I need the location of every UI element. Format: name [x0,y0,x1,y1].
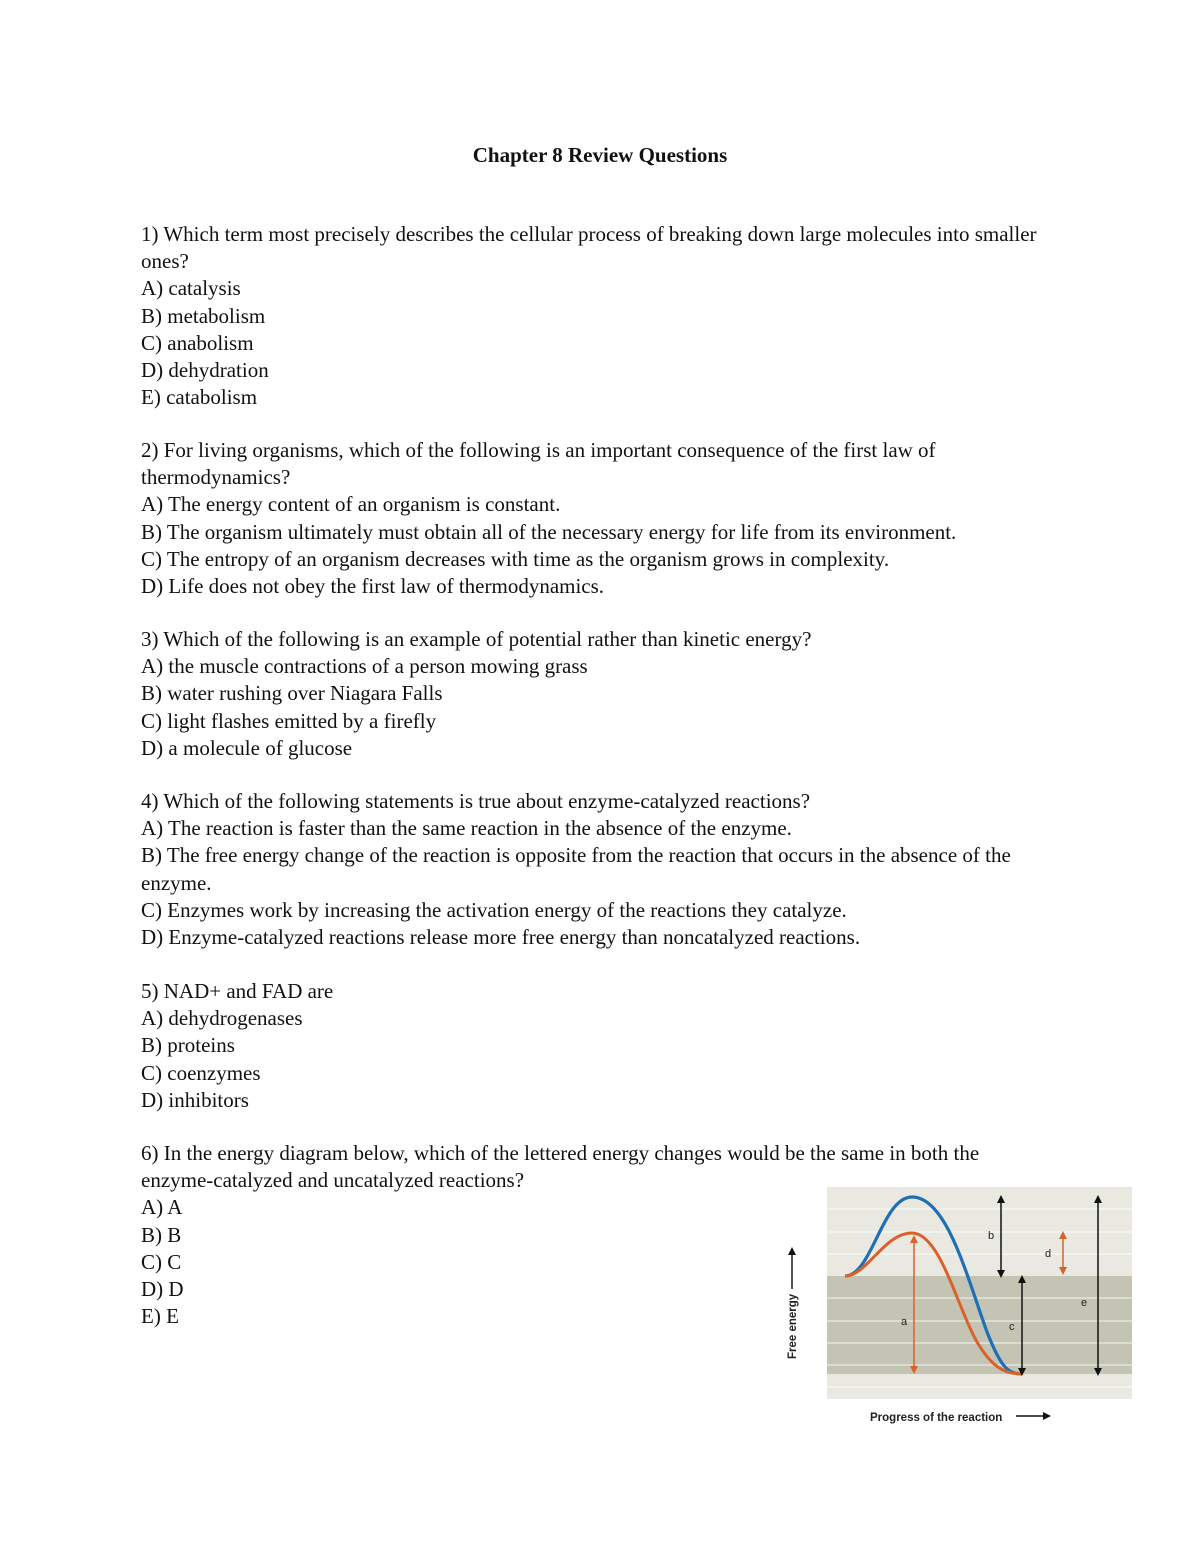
question-6-option-a: A) A [141,1195,183,1220]
question-5-option-c: C) coenzymes [141,1060,261,1085]
x-axis-label: Progress of the reaction [870,1412,1003,1424]
question-5-option-d: D) inhibitors [141,1087,249,1112]
question-4 [141,788,1071,951]
energy-diagram-svg [772,1187,1132,1433]
question-2-option-b: B) The organism ultimately must obtain all of the necessary energy for life from its environment. [141,519,957,544]
question-6-option-d: D) D [141,1277,184,1302]
question-3-option-b: B) water rushing over Niagara Falls [141,681,443,706]
question-4-option-c: C) Enzymes work by increasing the activation energy of the reactions they catalyze. [141,897,847,922]
question-1-stem: 1) Which term most precisely describes the cellular process of breaking down large molecules into smaller ones? [141,222,1037,274]
question-2-stem: 2) For living organisms, which of the following is an important consequence of the first law of thermodynamics? [141,438,936,490]
question-1-option-c: C) anabolism [141,330,254,355]
question-3-option-d: D) a molecule of glucose [141,735,353,760]
question-2 [141,437,1071,600]
question-1-option-d: D) dehydration [141,358,269,383]
question-6-option-b: B) B [141,1222,182,1247]
question-6-option-c: C) C [141,1249,182,1274]
question-4-option-d: D) Enzyme-catalyzed reactions release more free energy than noncatalyzed reactions. [141,925,861,950]
question-5-stem: 5) NAD+ and FAD are [141,979,334,1003]
y-axis-label: Free energy [787,1293,799,1359]
question-3-option-a: A) the muscle contractions of a person mowing grass [141,654,588,679]
question-5-option-b: B) proteins [141,1033,235,1058]
question-2-option-c: C) The entropy of an organism decreases with time as the organism grows in complexity. [141,546,890,571]
question-6-stem: 6) In the energy diagram below, which of the lettered energy changes would be the same in both the enzyme-catalyzed and uncatalyzed reactions? [141,1141,980,1193]
question-2-option-a: A) The energy content of an organism is constant. [141,492,561,517]
page-title: Chapter 8 Review Questions [472,143,728,167]
question-3-stem: 3) Which of the following is an example of potential rather than kinetic energy? [141,627,812,651]
label-b: b [988,1230,995,1242]
question-3-option-c: C) light flashes emitted by a firefly [141,708,437,733]
question-4-option-b: B) The free energy change of the reaction is opposite from the reaction that occurs in the absence of the enzyme. [141,843,1011,895]
question-5-option-a: A) dehydrogenases [141,1006,303,1031]
y-axis-label-group [787,1293,799,1359]
question-4-option-a: A) The reaction is faster than the same reaction in the absence of the enzyme. [141,816,792,841]
label-c: c [1009,1321,1015,1333]
label-e: e [1081,1297,1088,1309]
question-2-option-d: D) Life does not obey the first law of thermodynamics. [141,574,605,599]
question-1-option-e: E) catabolism [141,385,258,410]
label-d: d [1045,1248,1052,1260]
energy-diagram [772,1187,1132,1433]
question-5 [141,978,1071,1114]
question-1 [141,221,1071,411]
question-1-option-b: B) metabolism [141,303,266,328]
question-6-option-e: E) E [141,1304,179,1329]
label-a: a [901,1316,908,1328]
lower-band [827,1276,1132,1374]
question-1-option-a: A) catalysis [141,276,241,301]
question-3 [141,626,1071,762]
question-4-stem: 4) Which of the following statements is true about enzyme-catalyzed reactions? [141,789,811,813]
